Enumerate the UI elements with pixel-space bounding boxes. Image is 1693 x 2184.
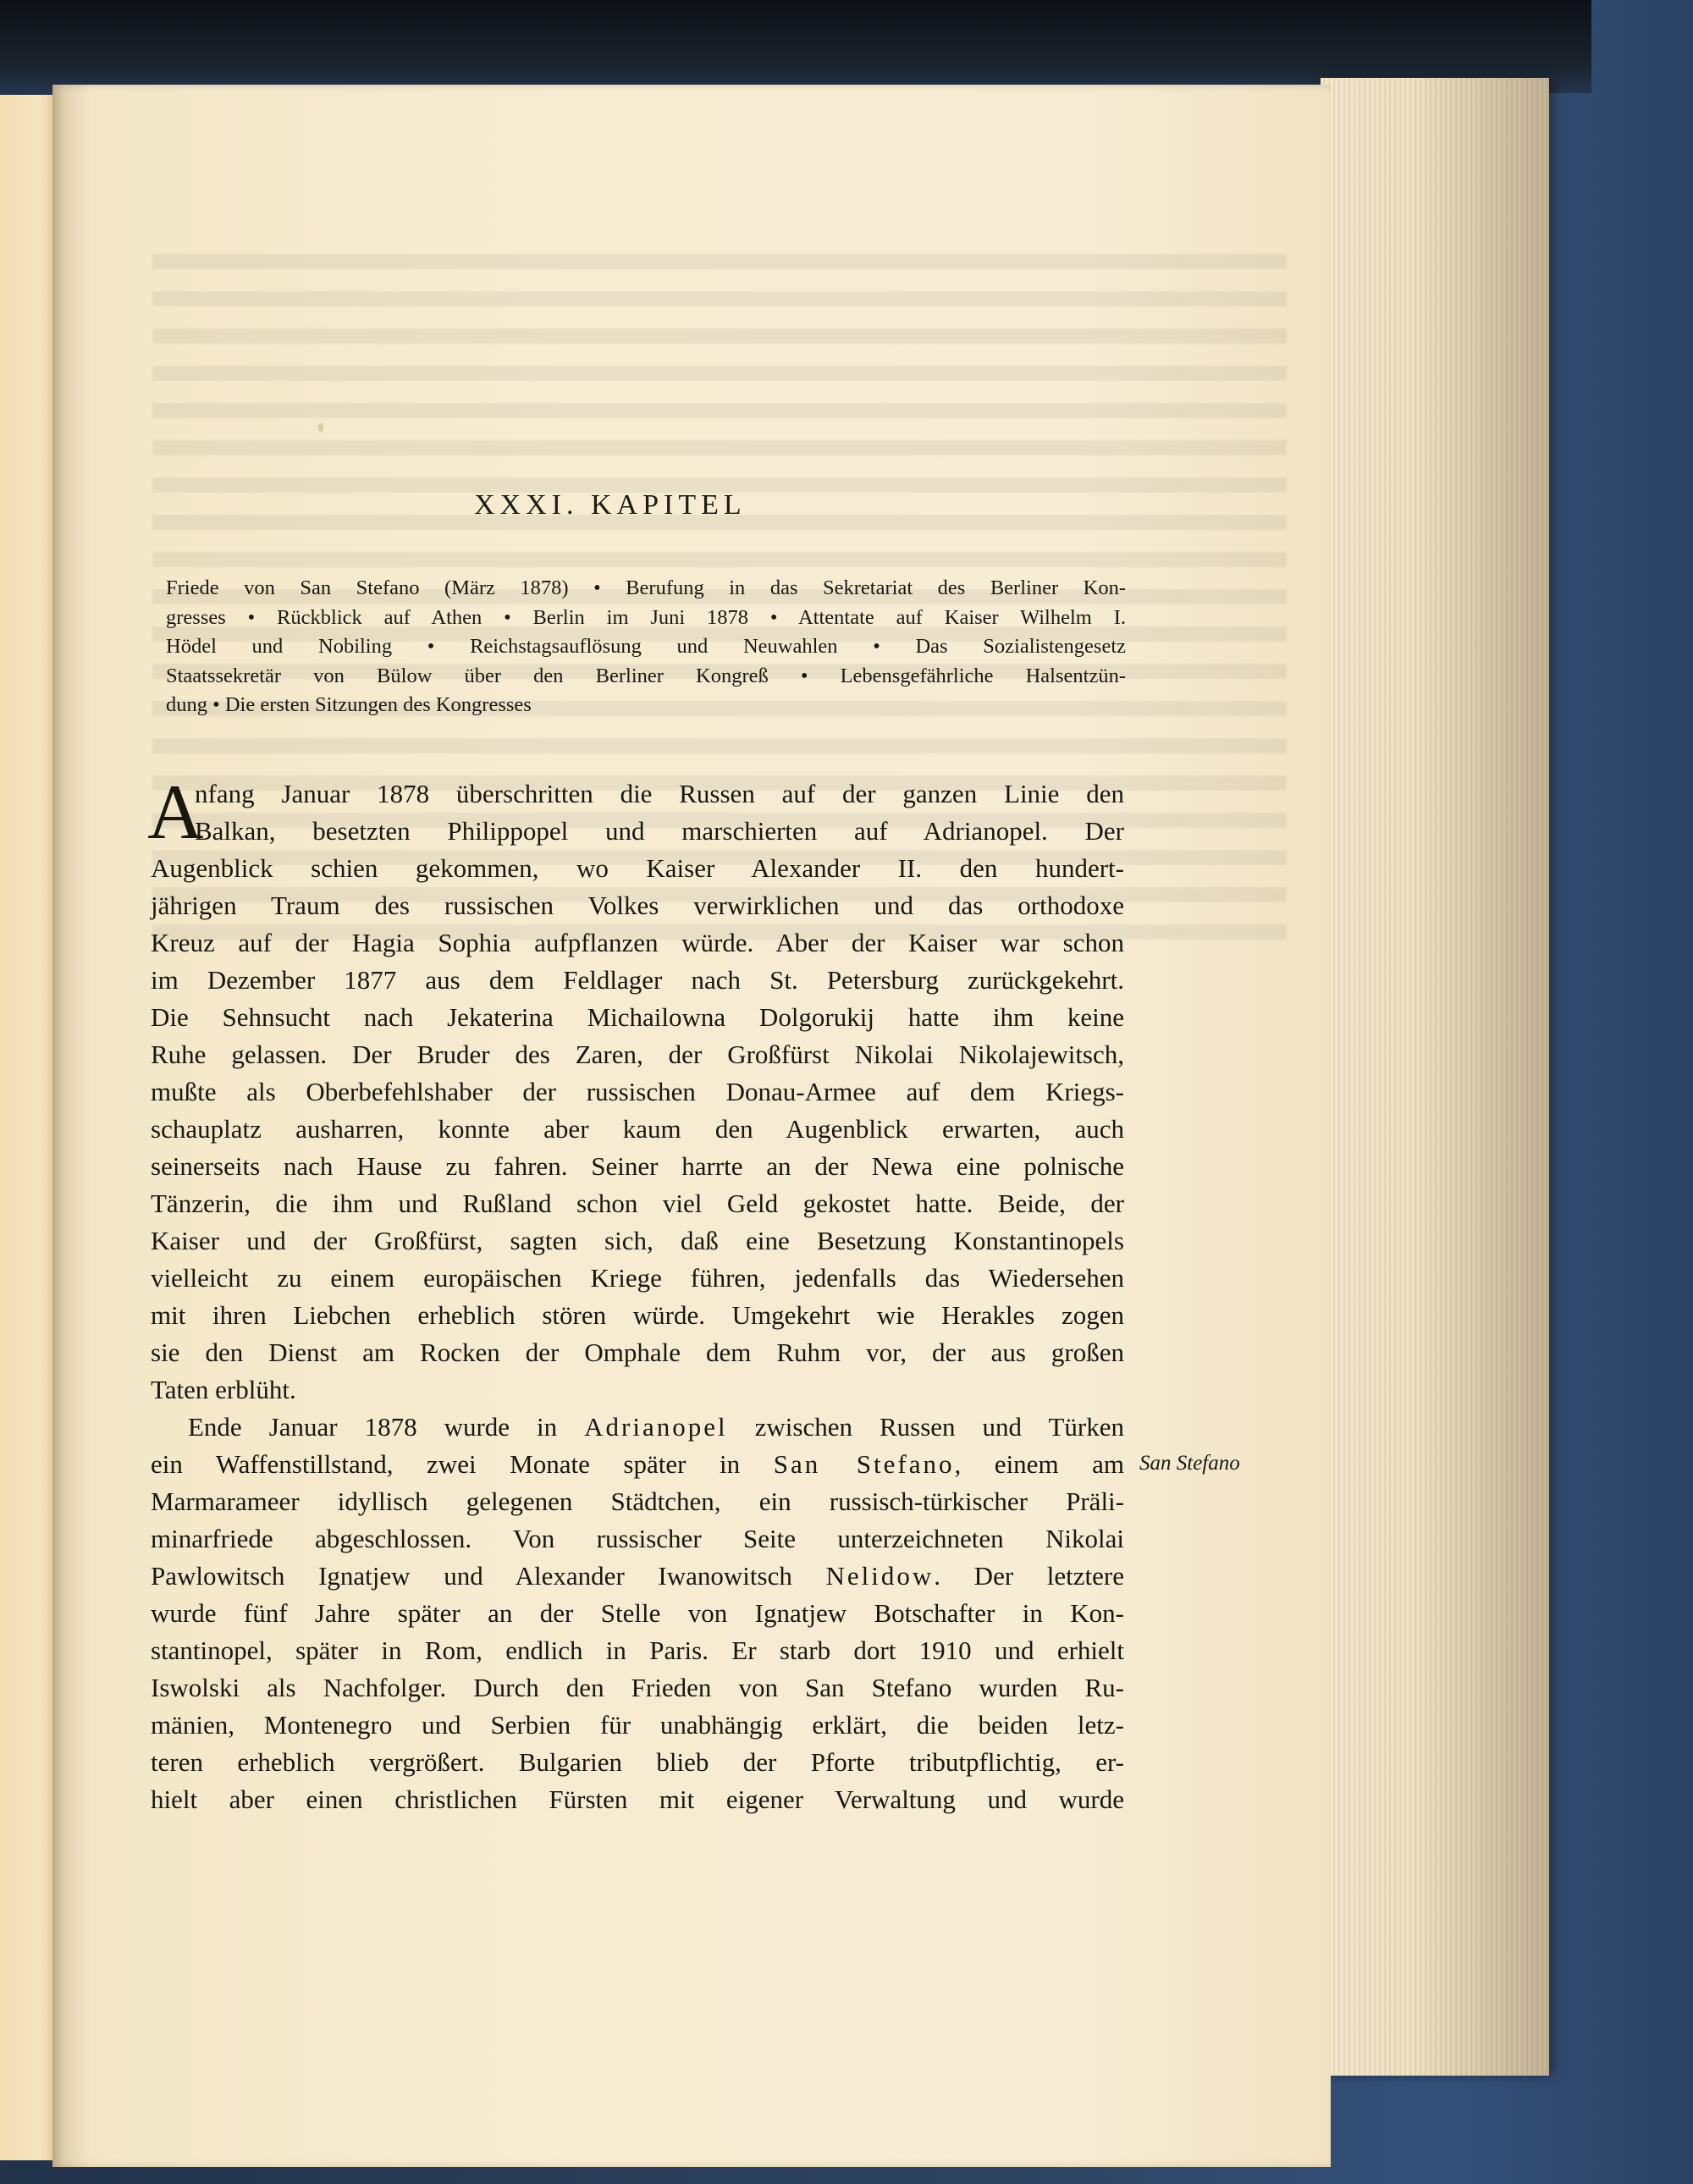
summary-line: Hödel und Nobiling • Reichstagsauflösung und Neuwahlen • Das Sozialistengesetz bbox=[166, 635, 1126, 658]
body-line: Die Sehnsucht nach Jekaterina Michailowna Dolgorukij hatte ihm keine bbox=[151, 1002, 1124, 1032]
text-run: . Der letztere bbox=[934, 1561, 1125, 1591]
body-line: mit ihren Liebchen erheblich stören würde. Umgekehrt wie Herakles zogen bbox=[151, 1300, 1124, 1330]
body-line: teren erheblich vergrößert. Bulgarien blieb der Pforte tributpflichtig, er- bbox=[151, 1747, 1124, 1777]
summary-line: Friede von San Stefano (März 1878) • Berufung in das Sekretariat des Berliner Kon- bbox=[166, 576, 1126, 599]
body-line: minarfriede abgeschlossen. Von russischer Seite unterzeichneten Nikolai bbox=[151, 1524, 1124, 1553]
body-line: wurde fünf Jahre später an der Stelle von Ignatjew Botschafter in Kon- bbox=[151, 1598, 1124, 1628]
summary-line: dung • Die ersten Sitzungen des Kongresses bbox=[166, 693, 532, 716]
body-line: Balkan, besetzten Philippopel und marschierten auf Adrianopel. Der bbox=[195, 816, 1124, 846]
body-line: mänien, Montenegro und Serbien für unabhängig erklärt, die beiden letz- bbox=[151, 1710, 1124, 1740]
spaced-place-name: San Stefano bbox=[773, 1449, 955, 1479]
body-line: schauplatz ausharren, konnte aber kaum den Augenblick erwarten, auch bbox=[151, 1114, 1124, 1144]
text-run: , einem am bbox=[954, 1449, 1124, 1479]
body-text bbox=[151, 775, 1124, 1818]
body-line: Marmarameer idyllisch gelegenen Städtchen, ein russisch-türkischer Präli- bbox=[151, 1486, 1124, 1516]
body-line: Iswolski als Nachfolger. Durch den Frieden von San Stefano wurden Ru- bbox=[151, 1673, 1124, 1702]
text-run: Ende Januar 1878 wurde in bbox=[188, 1412, 585, 1442]
body-line: hielt aber einen christlichen Fürsten mit eigener Verwaltung und wurde bbox=[151, 1784, 1124, 1814]
body-line: Augenblick schien gekommen, wo Kaiser Alexander II. den hundert- bbox=[151, 853, 1124, 883]
body-line bbox=[151, 1409, 1124, 1446]
body-line: Kaiser und der Großfürst, sagten sich, daß eine Besetzung Konstantinopels bbox=[151, 1226, 1124, 1255]
paper-speck bbox=[318, 423, 323, 432]
body-line: mußte als Oberbefehlshaber der russischen Donau-Armee auf dem Kriegs- bbox=[151, 1077, 1124, 1106]
body-line: seinerseits nach Hause zu fahren. Seiner harrte an der Newa eine polnische bbox=[151, 1151, 1124, 1181]
body-line bbox=[151, 1558, 1124, 1595]
body-line: Taten erblüht. bbox=[151, 1375, 296, 1404]
chapter-summary bbox=[166, 574, 1126, 720]
body-line: sie den Dienst am Rocken der Omphale dem Ruhm vor, der aus großen bbox=[151, 1337, 1124, 1367]
facing-page-edge bbox=[0, 95, 56, 2160]
body-line: stantinopel, später in Rom, endlich in Paris. Er starb dort 1910 und erhielt bbox=[151, 1635, 1124, 1665]
summary-line: gresses • Rückblick auf Athen • Berlin im Juni 1878 • Attentate auf Kaiser Wilhelm I. bbox=[166, 605, 1126, 629]
body-line: Ruhe gelassen. Der Bruder des Zaren, der Großfürst Nikolai Nikolajewitsch, bbox=[151, 1040, 1124, 1069]
margin-note: San Stefano bbox=[1139, 1452, 1240, 1475]
body-line: nfang Januar 1878 überschritten die Russen auf der ganzen Linie den bbox=[195, 779, 1124, 808]
body-line bbox=[151, 1446, 1124, 1483]
spaced-place-name: Adrianopel bbox=[584, 1412, 728, 1442]
body-line: Tänzerin, die ihm und Rußland schon viel Geld gekostet hatte. Beide, der bbox=[151, 1189, 1124, 1218]
body-line: jährigen Traum des russischen Volkes verwirklichen und das orthodoxe bbox=[151, 891, 1124, 920]
body-line: vielleicht zu einem europäischen Kriege führen, jedenfalls das Wiedersehen bbox=[151, 1263, 1124, 1293]
text-run: ein Waffenstillstand, zwei Monate später in bbox=[151, 1449, 774, 1479]
page-block-shade bbox=[1321, 78, 1549, 2076]
drop-cap: A bbox=[147, 769, 204, 855]
text-run: Pawlowitsch Ignatjew und Alexander Iwanowitsch bbox=[151, 1561, 826, 1591]
body-line: Kreuz auf der Hagia Sophia aufpflanzen würde. Aber der Kaiser war schon bbox=[151, 928, 1124, 957]
chapter-title: XXXI. KAPITEL bbox=[474, 489, 747, 521]
body-line: im Dezember 1877 aus dem Feldlager nach St. Petersburg zurückgekehrt. bbox=[151, 965, 1124, 995]
summary-line: Staatssekretär von Bülow über den Berliner Kongreß • Lebensgefährliche Halsentzün- bbox=[166, 664, 1126, 687]
text-run: zwischen Russen und Türken bbox=[727, 1412, 1124, 1442]
spaced-person-name: Nelidow bbox=[825, 1561, 935, 1591]
